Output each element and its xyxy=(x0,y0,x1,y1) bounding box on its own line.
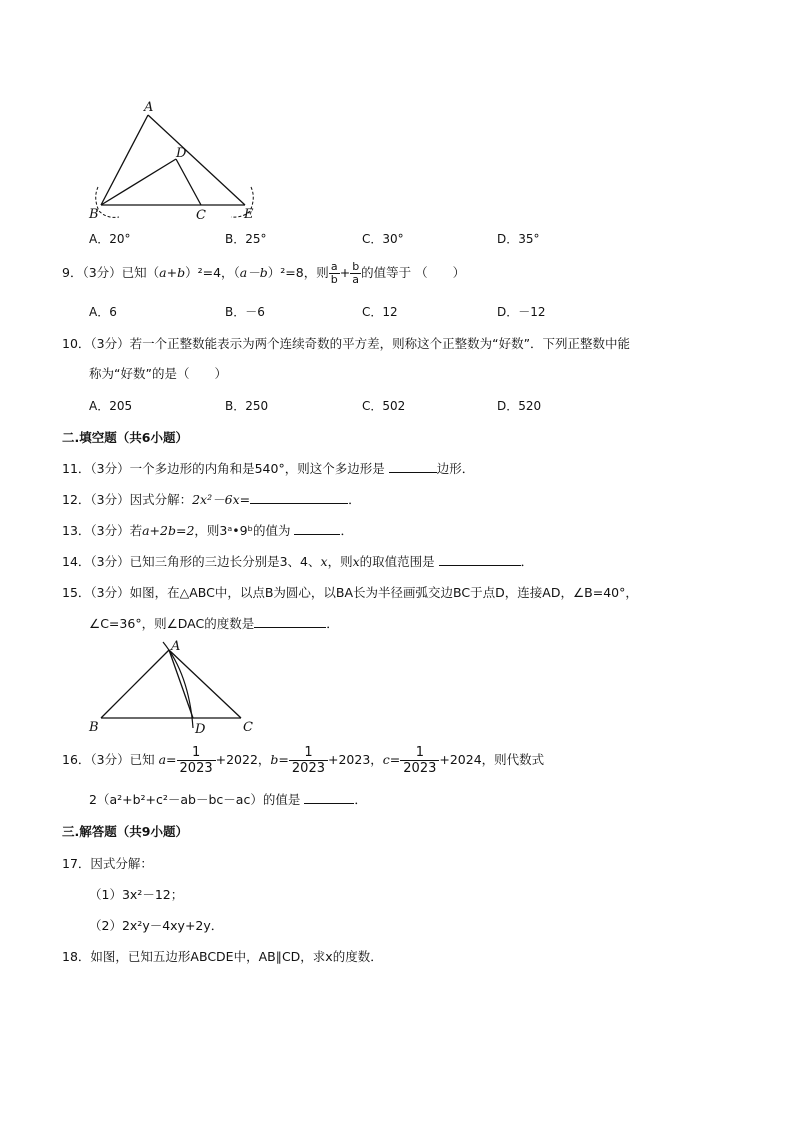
q13-tail: ． xyxy=(340,523,353,538)
q8-option-a[interactable]: A．20° xyxy=(89,232,131,246)
question-14 xyxy=(62,552,533,570)
q16-b-tail: +2023， xyxy=(328,752,383,767)
q14-mid: ，则 xyxy=(327,554,353,569)
q9-sum-expr: a+b xyxy=(159,265,186,280)
q12-text: 12．（3分）因式分解： xyxy=(62,492,193,507)
label-d: D xyxy=(176,146,187,161)
segment-ae xyxy=(148,115,245,205)
q16-lead: 16．（3分）已知 xyxy=(62,752,155,767)
q12-tail: ． xyxy=(348,492,361,507)
q16-line2-text: 2（a²+b²+c²－ab－bc－ac）的值是 xyxy=(89,792,301,807)
section-solve-title: 三.解答题（共9小题） xyxy=(62,824,188,839)
q11-text: 11．（3分）一个多边形的内角和是540°，则这个多边形是 xyxy=(62,461,385,476)
q14-var-x2: x xyxy=(352,554,360,569)
q16-line2 xyxy=(89,790,367,808)
q16-c-eq: c= xyxy=(382,752,401,767)
q17-part1: （1）3x²－12； xyxy=(89,887,184,902)
q13-expr: a+2b=2 xyxy=(142,523,195,538)
segment-bd xyxy=(101,159,176,205)
question-12 xyxy=(62,490,361,508)
q15-line2 xyxy=(89,614,339,632)
q15-line1: 15．（3分）如图，在△ABC中，以点B为圆心，以BA长为半径画弧交边BC于点D，连接AD，∠B=40°， xyxy=(62,585,638,600)
q10-option-d[interactable]: D．520 xyxy=(497,399,542,413)
q13-text: 13．（3分）若 xyxy=(62,523,143,538)
section-fill-in-title: 二.填空题（共6小题） xyxy=(62,430,188,445)
q9-fraction-a-over-b: $\frac{a}{b}$ xyxy=(330,260,338,286)
q10-option-b[interactable]: B．250 xyxy=(225,399,269,413)
q10-line2: 称为“好数”的是（ ） xyxy=(89,366,227,381)
q9-option-d[interactable]: D．－12 xyxy=(497,305,546,319)
q14-text: 14．（3分）已知三角形的三边长分别是3、4、 xyxy=(62,554,321,569)
q16-tail: ． xyxy=(354,792,367,807)
q14-var-x: x xyxy=(320,554,328,569)
arc-bd xyxy=(163,642,193,728)
q9-option-b[interactable]: B．－6 xyxy=(225,305,265,319)
q8-option-b[interactable]: B．25° xyxy=(225,232,267,246)
question-11 xyxy=(62,459,474,477)
question-16 xyxy=(62,745,544,776)
figure-triangle-abe xyxy=(85,95,265,220)
q9-diff-expr: a－b xyxy=(239,265,268,280)
segment-ac xyxy=(169,650,241,718)
q14-tail: ． xyxy=(520,554,534,569)
q15-answer-blank[interactable] xyxy=(254,615,326,628)
q9-fraction-b-over-a: $\frac{b}{a}$ xyxy=(352,260,360,286)
question-13 xyxy=(62,521,353,539)
label-c: C xyxy=(196,208,206,220)
q11-tail: 边形． xyxy=(436,461,475,476)
q9-option-a[interactable]: A．6 xyxy=(89,305,117,319)
label-b: B xyxy=(89,207,99,220)
q17-part2: （2）2x²y－4xy+2y． xyxy=(89,918,224,933)
q9-mid2: ）²=8，则 xyxy=(267,265,329,280)
q15-tail: ． xyxy=(326,616,339,631)
q8-option-c[interactable]: C．30° xyxy=(362,232,404,246)
q16-b-eq: b= xyxy=(270,752,289,767)
q9-option-c[interactable]: C．12 xyxy=(362,305,398,319)
q9-plus: + xyxy=(339,265,351,280)
segment-ad xyxy=(169,650,193,718)
q10-option-a[interactable]: A．205 xyxy=(89,399,133,413)
q16-a-eq: a= xyxy=(158,752,177,767)
q8-option-d[interactable]: D．35° xyxy=(497,232,540,246)
q16-fraction-b: $\frac{1}{2023}$ xyxy=(289,745,328,776)
q13-answer-blank[interactable] xyxy=(294,522,340,535)
q16-answer-blank[interactable] xyxy=(304,791,354,804)
question-9 xyxy=(62,261,465,286)
q18-text: 18．如图，已知五边形ABCDE中，AB∥CD，求x的度数． xyxy=(62,949,383,964)
q14-answer-blank[interactable] xyxy=(439,553,521,566)
q14-mid2: 的取值范围是 xyxy=(359,554,435,569)
q15-line2-text: ∠C=36°，则∠DAC的度数是 xyxy=(89,616,255,631)
q16-a-tail: +2022， xyxy=(215,752,271,767)
q9-lead: 9．（3分）已知（ xyxy=(62,265,160,280)
label-c: C xyxy=(243,720,253,735)
label-e: E xyxy=(244,207,254,220)
q10-line1: 10．（3分）若一个正整数能表示为两个连续奇数的平方差，则称这个正整数为“好数”．下列正整数中能 xyxy=(62,336,631,351)
segment-ab xyxy=(101,650,169,718)
label-a: A xyxy=(144,100,154,115)
label-d: D xyxy=(195,722,206,736)
q16-c-tail: +2024，则代数式 xyxy=(439,752,545,767)
q9-tail: 的值等于 （ ） xyxy=(361,265,466,280)
q16-fraction-c: $\frac{1}{2023}$ xyxy=(400,745,439,776)
figure-triangle-abc xyxy=(85,636,265,736)
segment-dc xyxy=(176,159,201,205)
q12-answer-blank[interactable] xyxy=(250,491,348,504)
label-b: B xyxy=(89,720,99,735)
q13-mid: ，则3ᵃ•9ᵇ的值为 xyxy=(194,523,291,538)
q16-fraction-a: $\frac{1}{2023}$ xyxy=(177,745,216,776)
label-a: A xyxy=(171,639,181,654)
q11-answer-blank[interactable] xyxy=(389,460,437,473)
q9-mid1: ）²=4，（ xyxy=(185,265,240,280)
q12-expr: 2x²－6x= xyxy=(192,492,251,507)
q10-option-c[interactable]: C．502 xyxy=(362,399,406,413)
q17-title: 17．因式分解： xyxy=(62,856,153,871)
segment-ab xyxy=(101,115,148,205)
